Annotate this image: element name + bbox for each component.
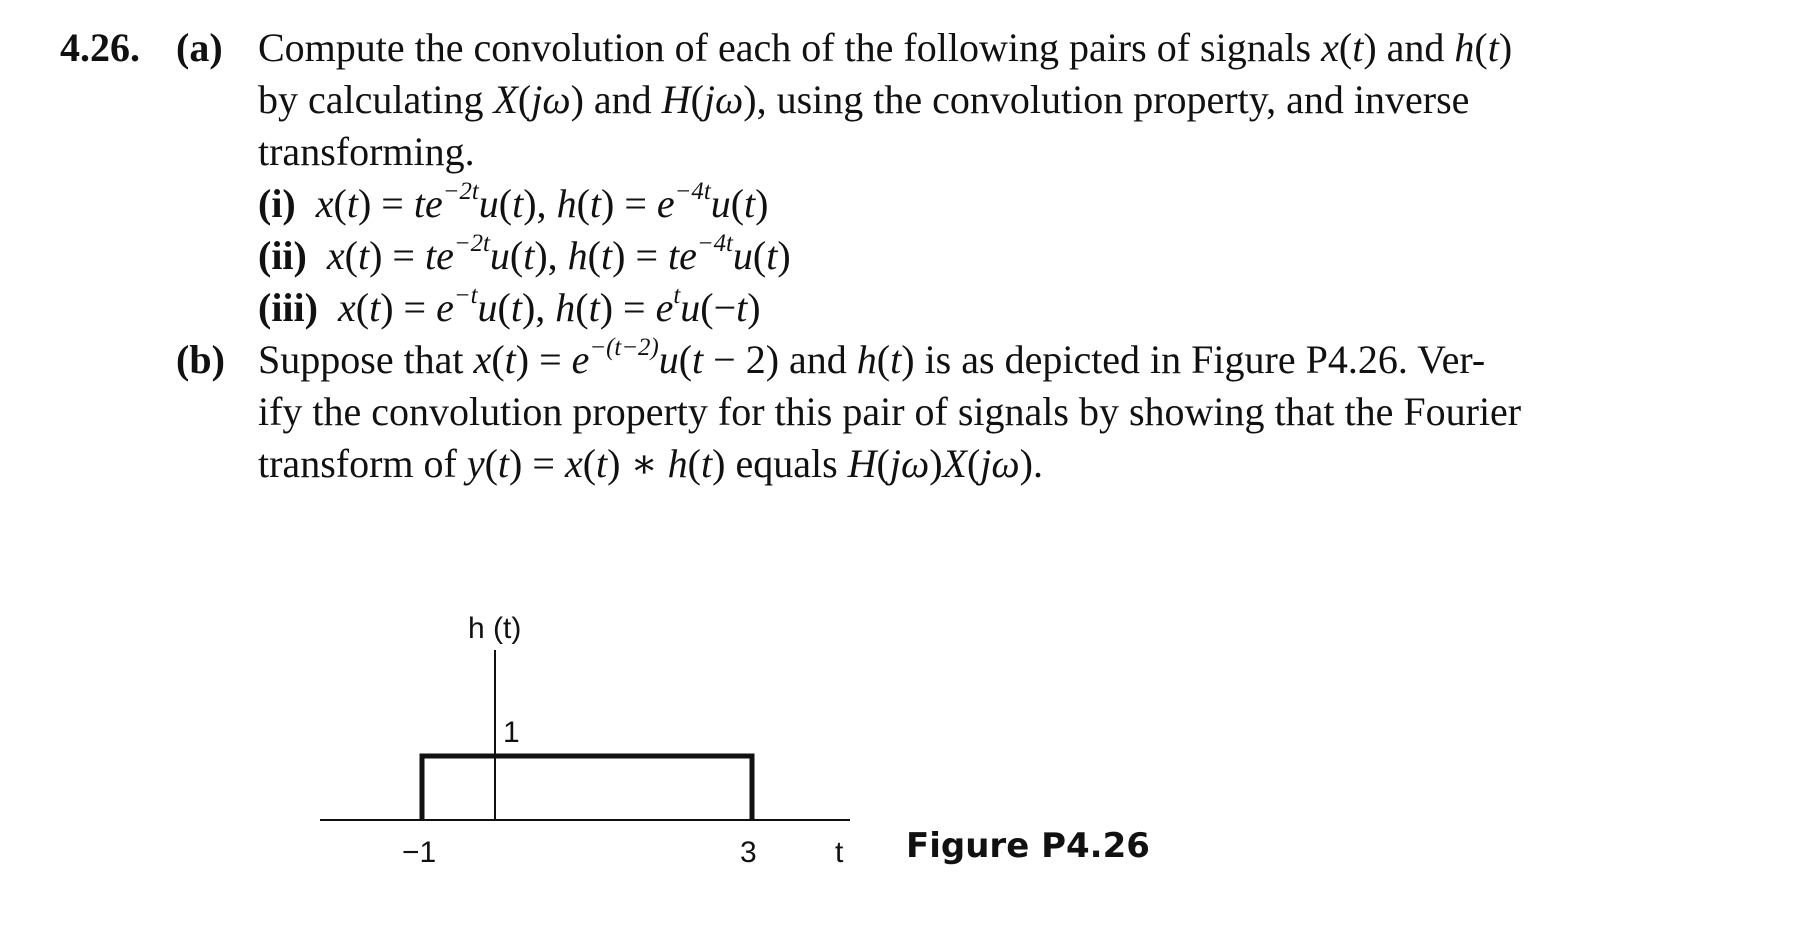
part-a-text-2: by calculating X(jω) and H(jω), using the convolution property, and inverse	[258, 77, 1470, 122]
item-iii	[60, 282, 1700, 334]
item-ii-label: (ii)	[258, 233, 307, 278]
part-a-line-1	[60, 22, 1700, 74]
tick-label-3: 3	[740, 836, 757, 869]
problem-number: 4.26.	[60, 25, 140, 70]
part-b-text-3: transform of y(t) = x(t) ∗ h(t) equals H(jω)X(jω).	[258, 441, 1043, 486]
part-a-line-3	[60, 126, 1700, 178]
part-a-text-1: Compute the convolution of each of the following pairs of signals x(t) and h(t)	[258, 25, 1513, 70]
figure-caption: Figure P4.26	[906, 826, 1150, 866]
item-iii-math: $x(t) = e^{-t}u(t)$, $h(t) = e^tu(-t)$	[337, 281, 761, 330]
item-ii-math: $x(t) = te^{-2t}u(t)$, $h(t) = te^{-4t}u(t)$	[326, 229, 791, 278]
part-a-line-2	[60, 74, 1700, 126]
part-b-text-1: Suppose that $x(t) = e^{-(t-2)}u(t - 2)$ and h(t) is as depicted in Figure P4.26. Ver-	[258, 333, 1486, 382]
part-a-text-3: transforming.	[258, 129, 475, 174]
part-b-line-1	[60, 334, 1700, 386]
item-i-label: (i)	[258, 181, 296, 226]
part-a-label: (a)	[176, 25, 223, 70]
item-iii-label: (iii)	[258, 285, 318, 330]
item-i	[60, 178, 1700, 230]
x-axis-label: t	[835, 836, 844, 869]
y-axis-label: h (t)	[468, 612, 522, 645]
part-b-line-2	[60, 386, 1700, 438]
item-i-math: $x(t) = te^{-2t}u(t)$, $h(t) = e^{-4t}u(t)$	[315, 177, 769, 226]
height-label: 1	[503, 716, 520, 749]
item-ii	[60, 230, 1700, 282]
part-b-label: (b)	[176, 337, 225, 382]
pulse	[422, 756, 752, 820]
part-b-line-3	[60, 438, 1700, 490]
problem-text	[60, 22, 1700, 490]
tick-label-minus-1: −1	[402, 836, 437, 869]
part-b-text-2: ify the convolution property for this pair of signals by showing that the Fourier	[258, 389, 1522, 434]
